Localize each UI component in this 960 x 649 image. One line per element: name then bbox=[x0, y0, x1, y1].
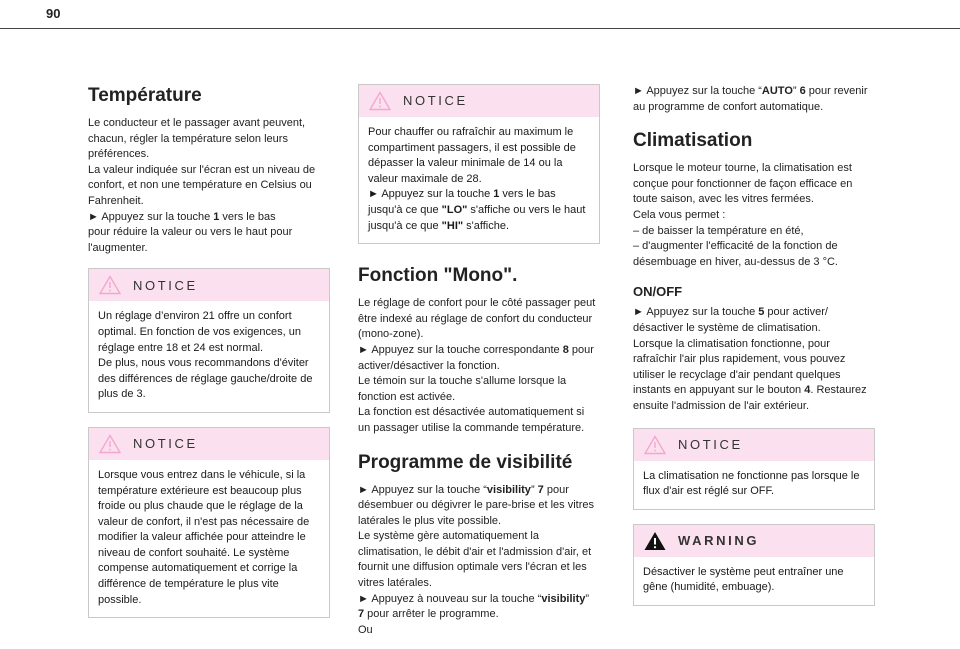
auto-step: ► Appuyez sur la touche “AUTO” 6 pour revenir au programme de confort automatique. bbox=[633, 85, 868, 113]
notice-body: Un réglage d’environ 21 offre un confort optimal. En fonction de vos exigences, un réglage entre 18 et 24 est normal. De plus, nous vous recommandons d'éviter des différences de réglage gauche/droite de plus de 3. bbox=[98, 310, 313, 401]
warning-triangle-icon bbox=[644, 531, 666, 551]
subsection-title-onoff: ON/OFF bbox=[633, 284, 683, 300]
notice-box-airflow bbox=[633, 428, 875, 510]
notice-triangle-icon bbox=[99, 434, 121, 454]
warning-label: WARNING bbox=[678, 532, 760, 548]
notice-body: Lorsque vous entrez dans le véhicule, si la température extérieure est beaucoup plus froide ou plus chaude que le réglage de la valeur de confort, il n'est pas nécessaire de modifier la valeur affichée pour atteindre le niveau de confort souhaité. Le système compense automatiquement et corrige la différence de température le plus vite possible. bbox=[98, 468, 310, 606]
column-3 bbox=[633, 84, 875, 620]
temperature-intro: Le conducteur et le passager avant peuvent, chacun, régler la température selon leurs préférences. La valeur indiquée sur l'écran est un niveau de confort, et non une température en Celsius ou Fahrenheit. ► Appuyez sur la touche 1 vers le bas pour réduire la valeur ou vers le haut pour l'augmenter. bbox=[88, 117, 316, 254]
section-title-temperature: Température bbox=[88, 85, 202, 106]
warning-header bbox=[634, 525, 874, 557]
warning-box bbox=[633, 524, 875, 606]
onoff-text: ► Appuyez sur la touche 5 pour activer/ désactiver le système de climatisation. Lorsque la climatisation fonctionne, pour rafraîchir l'air plus rapidement, vous pouvez utiliser le recyclage d'air pendant quelques instants en appuyant sur le bouton 4. Restaurez ensuite l'admission de l'air extérieur. bbox=[633, 306, 867, 412]
notice-box-max bbox=[358, 84, 600, 244]
notice-label: NOTICE bbox=[133, 436, 198, 452]
notice-triangle-icon bbox=[369, 91, 391, 111]
section-title-mono: Fonction "Mono". bbox=[358, 265, 518, 287]
section-title-climatisation: Climatisation bbox=[633, 130, 753, 152]
notice-header bbox=[89, 428, 329, 460]
header-rule bbox=[0, 28, 960, 29]
notice-header bbox=[89, 269, 329, 301]
mono-text: Le réglage de confort pour le côté passager peut être indexé au réglage de confort du conducteur (mono-zone). ► Appuyez sur la touche correspondante 8 pour activer/désactiver la fonction. Le témoin sur la touche s'allume lorsque la fonction est activée. La fonction est désactivée automatiquement si un passager utilise la commande température. bbox=[358, 297, 596, 434]
notice-header bbox=[634, 429, 874, 461]
notice-body: Pour chauffer ou rafraîchir au maximum le compartiment passagers, il est possible de dépasser la valeur minimale de 14 ou la valeur maximale de 28. ► Appuyez sur la touche 1 vers le bas jusqu'à ce que "LO" s'affiche ou vers le haut jusqu'à ce que "HI" s'affiche. bbox=[368, 126, 586, 232]
notice-label: NOTICE bbox=[403, 93, 468, 109]
page-number: 90 bbox=[46, 6, 61, 21]
notice-label: NOTICE bbox=[678, 436, 743, 452]
notice-box-comfort bbox=[88, 268, 330, 413]
climatisation-text: Lorsque le moteur tourne, la climatisation est conçue pour fonctionner de façon efficace en toute saison, avec les vitres fermées. Cela vous permet : – de baisser la température en été, – d'augmenter l'efficacité de la fonction de désembuage en hiver, au-dessus de 3 °C. bbox=[633, 162, 853, 268]
notice-triangle-icon bbox=[644, 435, 666, 455]
visibility-text: ► Appuyez sur la touche “visibility” 7 pour désembuer ou dégivrer le pare-brise et les vitres latérales le plus vite possible. Le système gère automatiquement la climatisation, le débit d'air et l'admission d'air, et fournit une diffusion optimale vers l'écran et les vitres latérales. ► Appuyez à nouveau sur la touche “visibility” 7 pour arrêter le programme. Ou bbox=[358, 483, 595, 636]
notice-label: NOTICE bbox=[133, 277, 198, 293]
notice-body: La climatisation ne fonctionne pas lorsque le flux d'air est réglé sur OFF. bbox=[643, 469, 860, 498]
section-title-visibility: Programme de visibilité bbox=[358, 451, 573, 473]
notice-triangle-icon bbox=[99, 275, 121, 295]
warning-body: Désactiver le système peut entraîner une gêne (humidité, embuage). bbox=[643, 565, 844, 594]
column-2 bbox=[358, 84, 600, 638]
notice-header bbox=[359, 85, 599, 117]
notice-box-entering bbox=[88, 427, 330, 618]
column-1 bbox=[88, 74, 330, 632]
